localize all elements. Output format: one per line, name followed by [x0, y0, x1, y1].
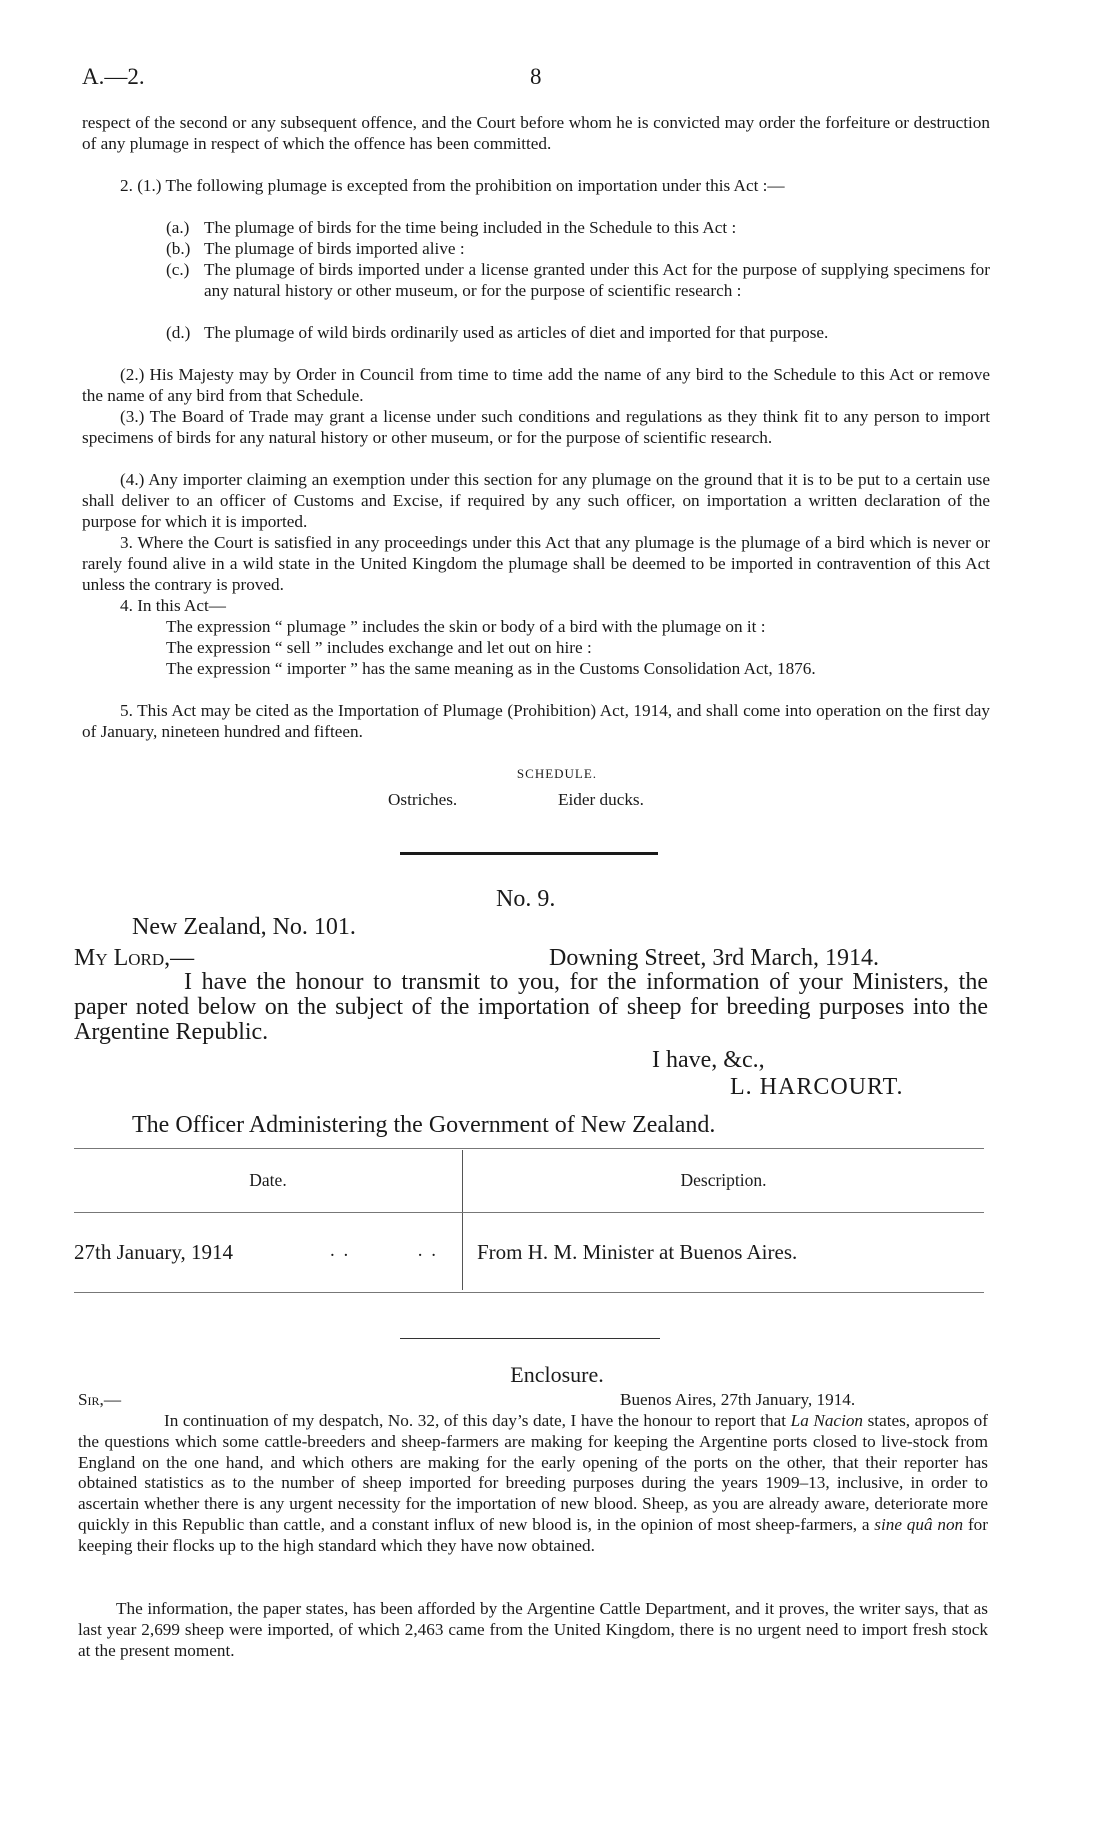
paragraph-order-in-council: (2.) His Majesty may by Order in Council from time to time add the name of any bird to the Schedule to this Act or remove the name of any bird from that Schedule. [82, 365, 990, 405]
dispatch-salutation: My Lord,— [74, 945, 195, 971]
exception-label: (c.) [166, 260, 190, 279]
row-date: 27th January, 1914 [74, 1240, 234, 1264]
table-header-description: Description. [680, 1170, 767, 1190]
document-reference: A.—2. [82, 64, 145, 89]
latin-phrase: sine quâ non [874, 1514, 964, 1534]
definition-sell: The expression “ sell ” includes exchange and let out on hire : [166, 638, 592, 657]
dispatch-signature: L. HARCOURT. [730, 1074, 904, 1100]
exception-item-c [166, 260, 990, 302]
enclosure-paragraph-1 [78, 1411, 988, 1557]
enclosure-place-date: Buenos Aires, 27th January, 1914. [620, 1390, 856, 1409]
dispatch-addressee: The Officer Administering the Government of New Zealand. [132, 1112, 716, 1138]
paragraph-importer-exemption: (4.) Any importer claiming an exemption under this section for any plumage on the ground that it is to be put to a certain use shall deliver to an officer of Customs and Excise, if required by any such officer, on importation a written declaration of the purpose for which it is imported. [82, 470, 990, 531]
dispatch-body: I have the honour to transmit to you, for the information of your Ministers, the paper noted below on the subject of the importation of sheep for breeding purposes into the Argentine Republic. [74, 969, 988, 1045]
paragraph-section-2: 2. (1.) The following plumage is excepted from the prohibition on importation under this Act :— [120, 176, 785, 195]
section-divider [400, 852, 658, 855]
page-number: 8 [530, 64, 542, 89]
paragraph-board-of-trade: (3.) The Board of Trade may grant a license under such conditions and regulations as they think fit to any person to import specimens of birds for any natural history or other museum, or for the purpose of scientific research. [82, 407, 990, 447]
enclosure-text: In continuation of my despatch, No. 32, of this day’s date, I have the honour to report that [164, 1411, 791, 1430]
schedule-item-ostriches: Ostriches. [388, 790, 458, 809]
exception-label: (d.) [166, 323, 191, 342]
table-bottom-rule [74, 1292, 984, 1293]
exception-text: The plumage of birds imported alive : [204, 239, 465, 258]
enclosure-paragraph-2: The information, the paper states, has been afforded by the Argentine Cattle Department, and it proves, the writer says, that as last year 2,699 sheep were imported, of which 2,463 came from the United Kingdom, there is no urgent need to import fresh stock at the present moment. [78, 1599, 988, 1660]
paragraph-section-5: 5. This Act may be cited as the Importation of Plumage (Prohibition) Act, 1914, and shall come into operation on the first day of January, nineteen hundred and fifteen. [82, 701, 990, 741]
exception-text: The plumage of birds for the time being included in the Schedule to this Act : [204, 218, 737, 237]
definition-importer: The expression “ importer ” has the same meaning as in the Customs Consolidation Act, 1876. [166, 659, 816, 678]
exception-text: The plumage of birds imported under a license granted under this Act for the purpose of supplying specimens for any natural history or other museum, or for the purpose of scientific research : [204, 260, 990, 300]
paragraph-section-3: 3. Where the Court is satisfied in any proceedings under this Act that any plumage is the plumage of a bird which is never or rarely found alive in a wild state in the United Kingdom the plumage shall be deemed to be imported in contravention of this Act unless the contrary is proved. [82, 533, 990, 594]
paragraph-offence: respect of the second or any subsequent offence, and the Court before whom he is convicted may order the forfeiture or destruction of any plumage in respect of which the offence has been committed. [82, 113, 990, 153]
row-description: From H. M. Minister at Buenos Aires. [477, 1240, 798, 1264]
newspaper-name: La Nacion [790, 1411, 864, 1430]
dispatch-number: No. 9. [496, 886, 556, 912]
schedule-item-eider-ducks: Eider ducks. [558, 790, 644, 809]
exception-label: (b.) [166, 239, 191, 258]
schedule-heading: SCHEDULE. [516, 766, 598, 781]
dispatch-reference: New Zealand, No. 101. [132, 914, 356, 940]
exception-item-b [166, 239, 990, 260]
exception-item-d [166, 323, 990, 344]
exception-text: The plumage of wild birds ordinarily used as articles of diet and imported for that purpose. [204, 323, 829, 342]
exception-label: (a.) [166, 218, 190, 237]
dispatch-place-date: Downing Street, 3rd March, 1914. [549, 945, 879, 971]
definition-plumage: The expression “ plumage ” includes the skin or body of a bird with the plumage on it : [166, 617, 766, 636]
enclosure-salutation: Sir,— [78, 1390, 122, 1409]
table-top-rule [74, 1148, 984, 1149]
enclosure-title: Enclosure. [510, 1362, 604, 1387]
paragraph-section-4: 4. In this Act— [120, 596, 226, 615]
enclosure-text: states, apropos of the questions which some cattle-breeders and sheep-farmers are making for keeping the Argentine ports closed to live-stock from England on the one hand, and which others are making for the early opening of the ports on the other, that their reporter has obtained statistics as to the number of sheep imported for breeding purposes during the years 1909–13, inclusive, in order to ascertain whether there is any urgent necessity for the importation of new blood. Sheep, as you are already aware, deteriorate more quickly in this Republic than cattle, and a constant influx of new blood is, in the opinion of most sheep-farmers, a [78, 1411, 988, 1534]
table-header-date: Date. [249, 1170, 287, 1190]
dispatch-closing: I have, &c., [652, 1047, 765, 1073]
table-header-rule [74, 1212, 984, 1213]
row-leader-dots: . . . . [330, 1240, 438, 1261]
exception-item-a [166, 218, 990, 239]
enclosure-text: for keeping their flocks up to the high standard which they have now obtained. [78, 1514, 988, 1555]
section-divider-thin [400, 1338, 660, 1339]
